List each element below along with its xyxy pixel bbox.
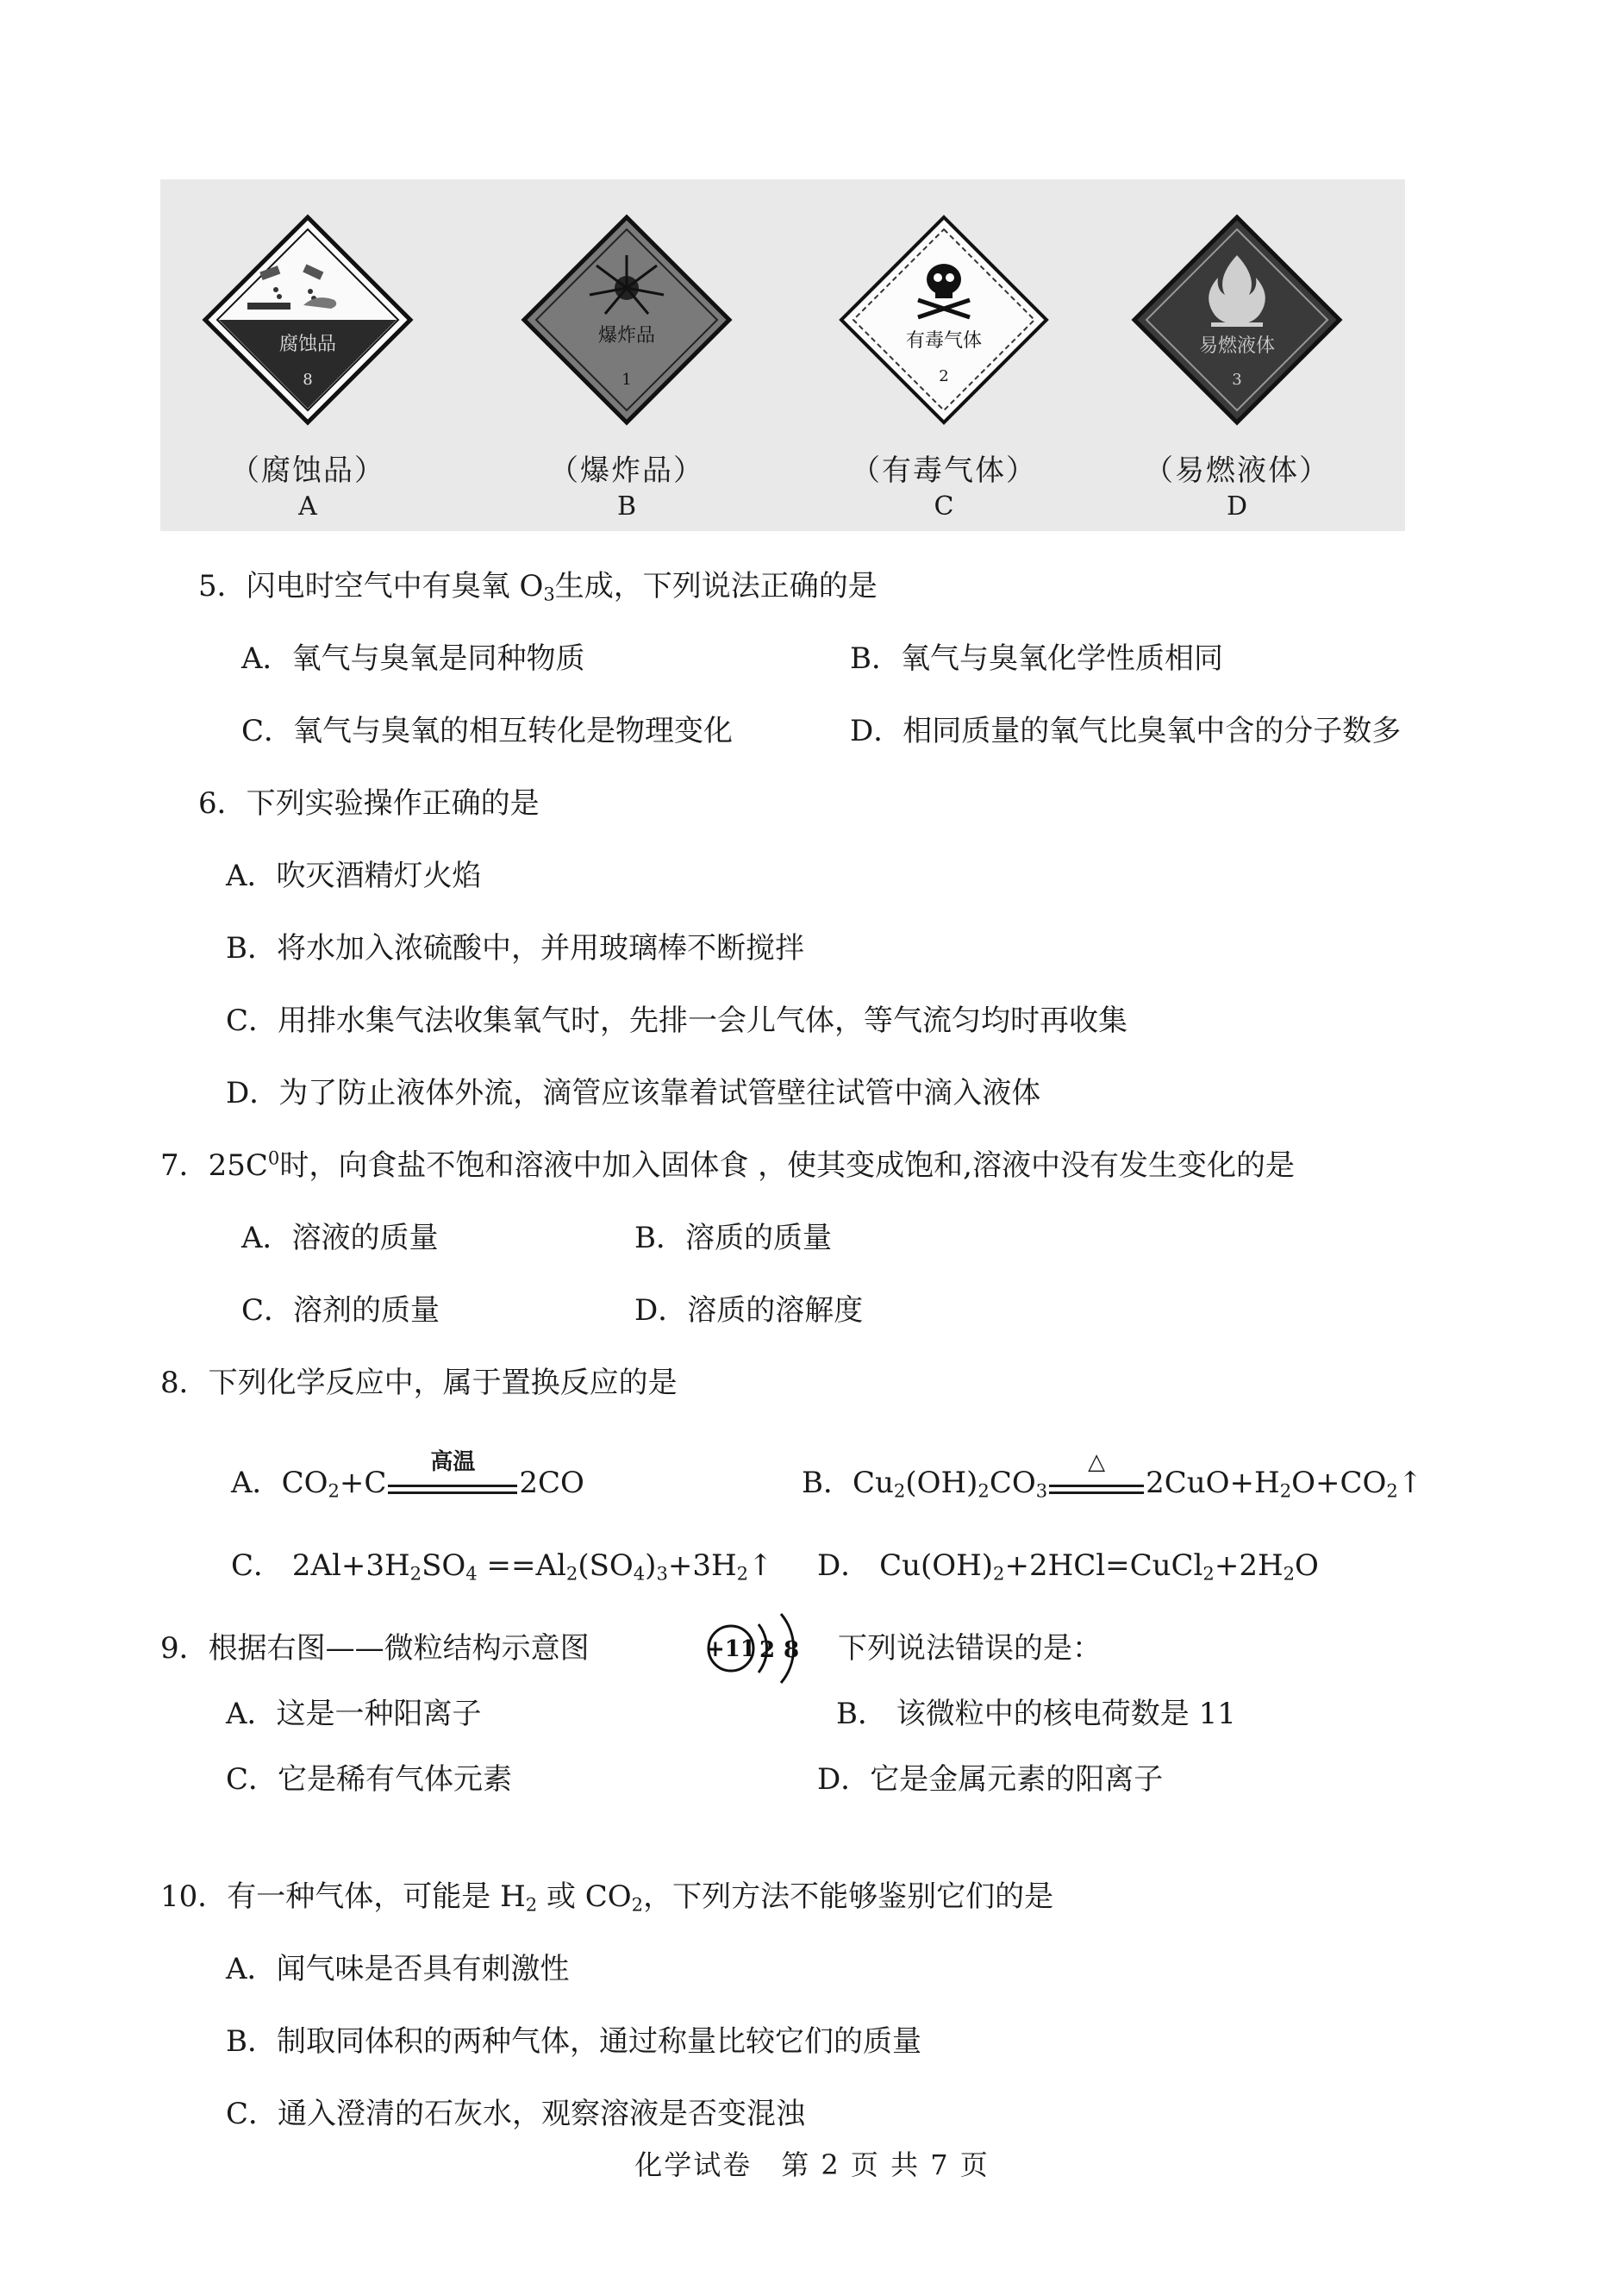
question-9-option-b: B． 该微粒中的核电荷数是 11 [836,1697,1236,1731]
shell-1-electrons: 2 [759,1637,776,1663]
particle-structure-diagram [696,1605,826,1692]
sign-caption-b: （爆炸品） [549,453,704,488]
high-temp-equals-sign: 高温 [388,1470,517,1499]
question-6-option-c: C．用排水集气法收集氧气时，先排一会儿气体，等气流匀均时再收集 [226,1004,1128,1038]
sign-caption-d: （易燃液体） [1144,453,1330,488]
explosive-sign [519,212,734,428]
sign-letter-d: D [1226,491,1248,522]
question-10-option-c: C．通入澄清的石灰水，观察溶液是否变混浊 [226,2097,806,2131]
question-5-option-d: D．相同质量的氧气比臭氧中含的分子数多 [850,714,1402,748]
question-7-option-a: A．溶液的质量 [241,1221,439,1255]
question-10-option-b: B．制取同体积的两种气体，通过称量比较它们的质量 [226,2024,921,2059]
question-7-option-c: C．溶剂的质量 [241,1293,440,1328]
question-6-option-d: D．为了防止液体外流，滴管应该靠着试管壁往试管中滴入液体 [226,1076,1041,1110]
explosive-icon [519,212,734,428]
question-7-option-b: B．溶质的质量 [634,1221,832,1255]
sign-letter-a: A [298,491,317,522]
question-5-option-b: B．氧气与臭氧化学性质相同 [850,641,1223,676]
flammable-liquid-sign [1129,212,1345,428]
question-8-stem: 8．下列化学反应中，属于置换反应的是 [160,1366,678,1400]
sign-letter-c: C [934,491,954,522]
nucleus-charge: +11 [706,1636,756,1662]
question-9-stem-end: 下列说法错误的是： [838,1631,1102,1666]
question-6-stem: 6．下列实验操作正确的是 [198,786,540,821]
question-6-option-b: B．将水加入浓硫酸中，并用玻璃棒不断搅拌 [226,931,804,966]
question-10-stem: 10．有一种气体，可能是 $H_2$ 或 $CO_2$，下列方法不能够鉴别它们的是 [160,1879,1054,1916]
sign-letter-b: B [616,491,637,522]
skull-icon [836,212,1052,428]
explosive-sign-number: 1 [621,371,632,389]
question-9-stem: 9．根据右图——微粒结构示意图 [160,1631,590,1666]
question-9-option-a: A．这是一种阳离子 [226,1697,482,1731]
sign-caption-c: （有毒气体） [851,453,1037,488]
question-10-option-a: A．闻气味是否具有刺激性 [226,1952,570,1986]
page-footer: 化学试卷 第 2 页 共 7 页 [634,2148,990,2181]
shell-2-electrons: 8 [783,1637,800,1663]
corrosive-sign-number: 8 [303,371,313,389]
toxic-sign-number: 2 [939,367,949,385]
corrosive-icon [200,212,415,428]
question-6-option-a: A．吹灭酒精灯火焰 [226,859,482,893]
question-8-option-b: B．$Cu_2(OH)_2CO_3$ △ $2CuO+H_2O+CO_2↑$ [802,1449,1423,1502]
question-9-option-c: C．它是稀有气体元素 [226,1762,513,1797]
question-5-option-a: A．氧气与臭氧是同种物质 [241,641,585,676]
question-8-option-a: A．$CO_2+C$ 高温 2CO [231,1449,584,1502]
question-7-stem: 7．$25C^0$时，向食盐不饱和溶液中加入固体食 ，使其变成饱和,溶液中没有发生变化的是 [160,1147,1295,1183]
corrosive-sign-text: 腐蚀品 [278,334,337,355]
question-7-option-d: D．溶质的溶解度 [634,1293,864,1328]
flammable-sign-number: 3 [1232,371,1242,389]
toxic-gas-sign [836,212,1052,428]
explosive-sign-text: 爆炸品 [597,325,656,347]
question-8-option-c: C． $2Al+3H_2SO_4$ $==Al_2(SO_4)_3+3H_2↑$ [231,1548,773,1585]
toxic-sign-text: 有毒气体 [905,330,983,352]
question-5-option-c: C．氧气与臭氧的相互转化是物理变化 [241,714,734,748]
corrosive-sign [200,212,415,428]
flammable-sign-text: 易燃液体 [1198,335,1276,357]
question-9-option-d: D．它是金属元素的阳离子 [817,1762,1164,1797]
question-5-stem: 5．闪电时空气中有臭氧 $O_3$生成，下列说法正确的是 [198,569,878,605]
flame-icon [1129,212,1345,428]
question-8-option-d: D． $Cu(OH)_2+2HCl=CuCl_2+2H_2O$ [817,1548,1319,1585]
heating-equals-sign: △ [1049,1470,1144,1499]
hazard-signs-figure [160,179,1405,531]
sign-caption-a: （腐蚀品） [230,453,385,488]
